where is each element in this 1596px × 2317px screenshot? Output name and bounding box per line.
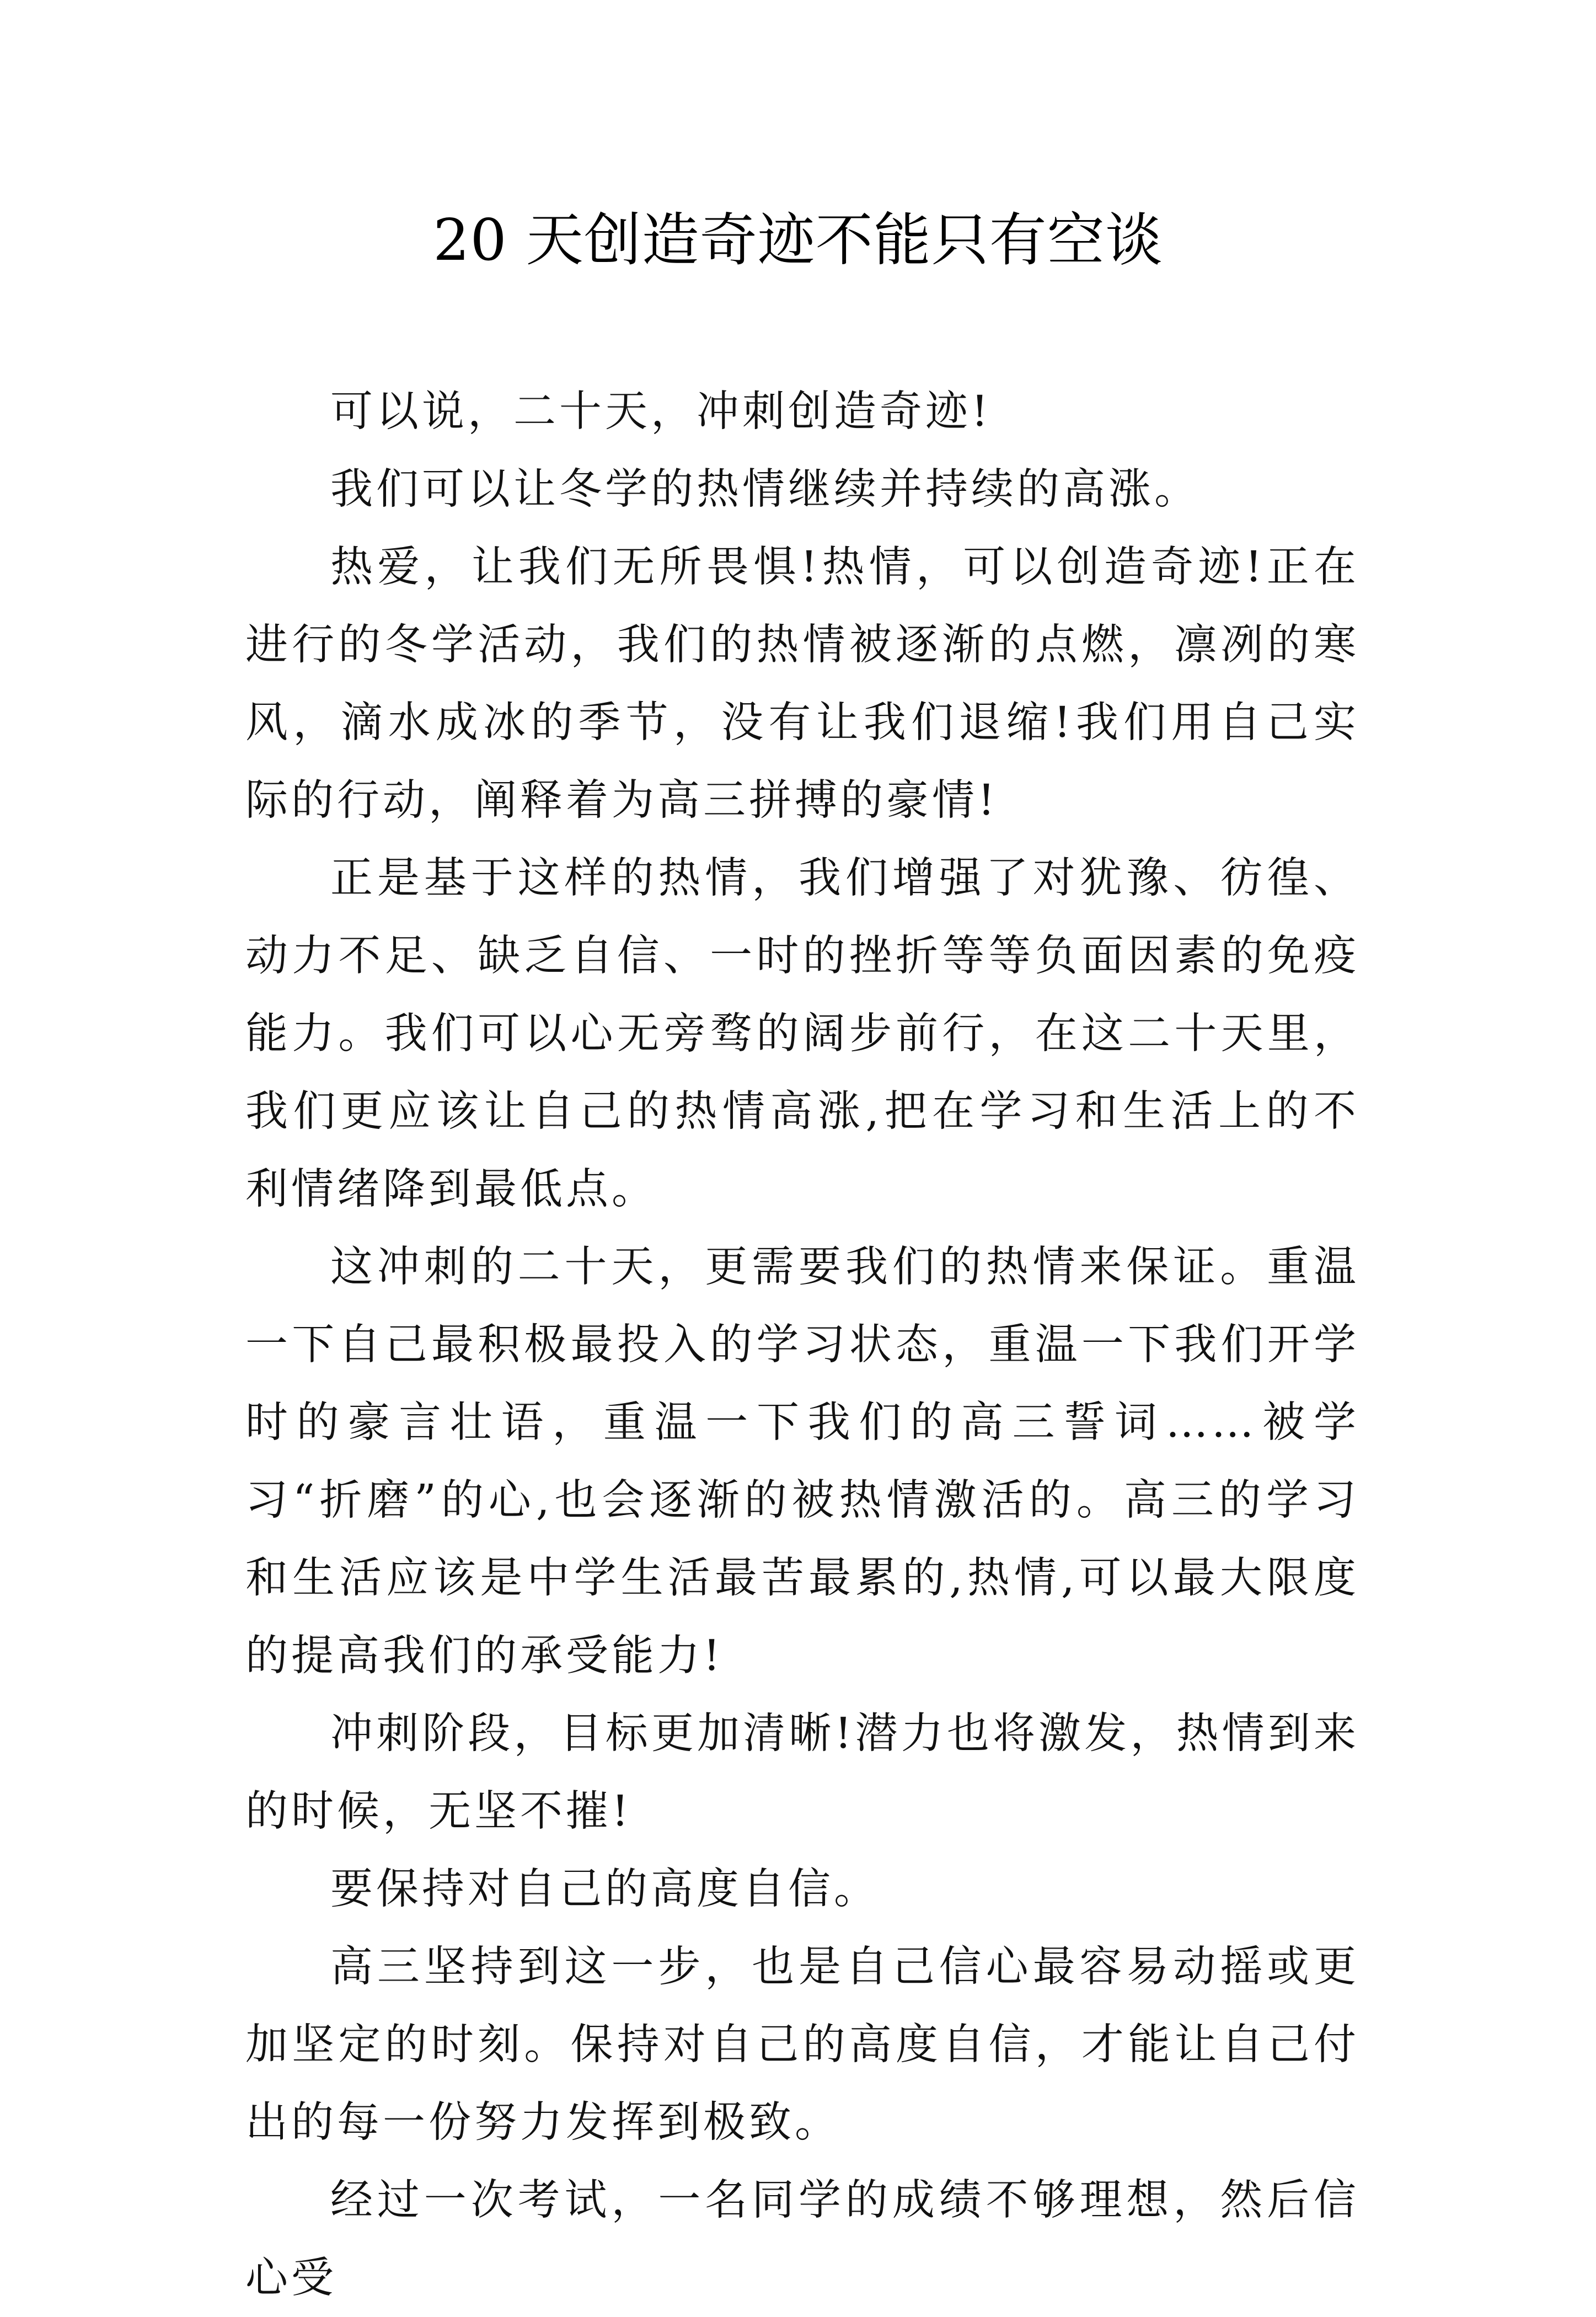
paragraph: 这冲刺的二十天，更需要我们的热情来保证。重温一下自己最积极最投入的学习状态，重温一下我们开学时的豪言壮语，重温一下我们的高三誓词……被学习“折磨”的心,也会逐渐的被热情激活的。高三的学习和生活应该是中学生活最苦最累的,热情,可以最大限度的提高我们的承受能力!: [245, 1243, 1359, 1681]
paragraph: 经过一次考试，一名同学的成绩不够理想，然后信心受: [245, 2176, 1359, 2303]
document-title: 20 天创造奇迹不能只有空谈: [433, 206, 1163, 274]
paragraph: 冲刺阶段，目标更加清晰!潜力也将激发，热情到来的时候，无坚不摧!: [245, 1709, 1359, 1836]
paragraph: 要保持对自己的高度自信。: [330, 1865, 880, 1914]
paragraph: 热爱，让我们无所畏惧!热情，可以创造奇迹!正在进行的冬学活动，我们的热情被逐渐的点燃，凛冽的寒风，滴水成冰的季节，没有让我们退缩!我们用自己实际的行动，阐释着为高三拼搏的豪情!: [245, 543, 1359, 825]
paragraph: 我们可以让冬学的热情继续并持续的高涨。: [330, 465, 1200, 514]
paragraph: 可以说，二十天，冲刺创造奇迹!: [330, 387, 992, 436]
paragraph: 高三坚持到这一步，也是自己信心最容易动摇或更加坚定的时刻。保持对自己的高度自信，才能让自己付出的每一份努力发挥到极致。: [245, 1943, 1359, 2147]
paragraph: 正是基于这样的热情，我们增强了对犹豫、彷徨、动力不足、缺乏自信、一时的挫折等等负面因素的免疫能力。我们可以心无旁骛的阔步前行，在这二十天里，我们更应该让自己的热情高涨,把在学习和生活上的不利情绪降到最低点。: [245, 854, 1359, 1214]
document-body: [245, 373, 1359, 2317]
